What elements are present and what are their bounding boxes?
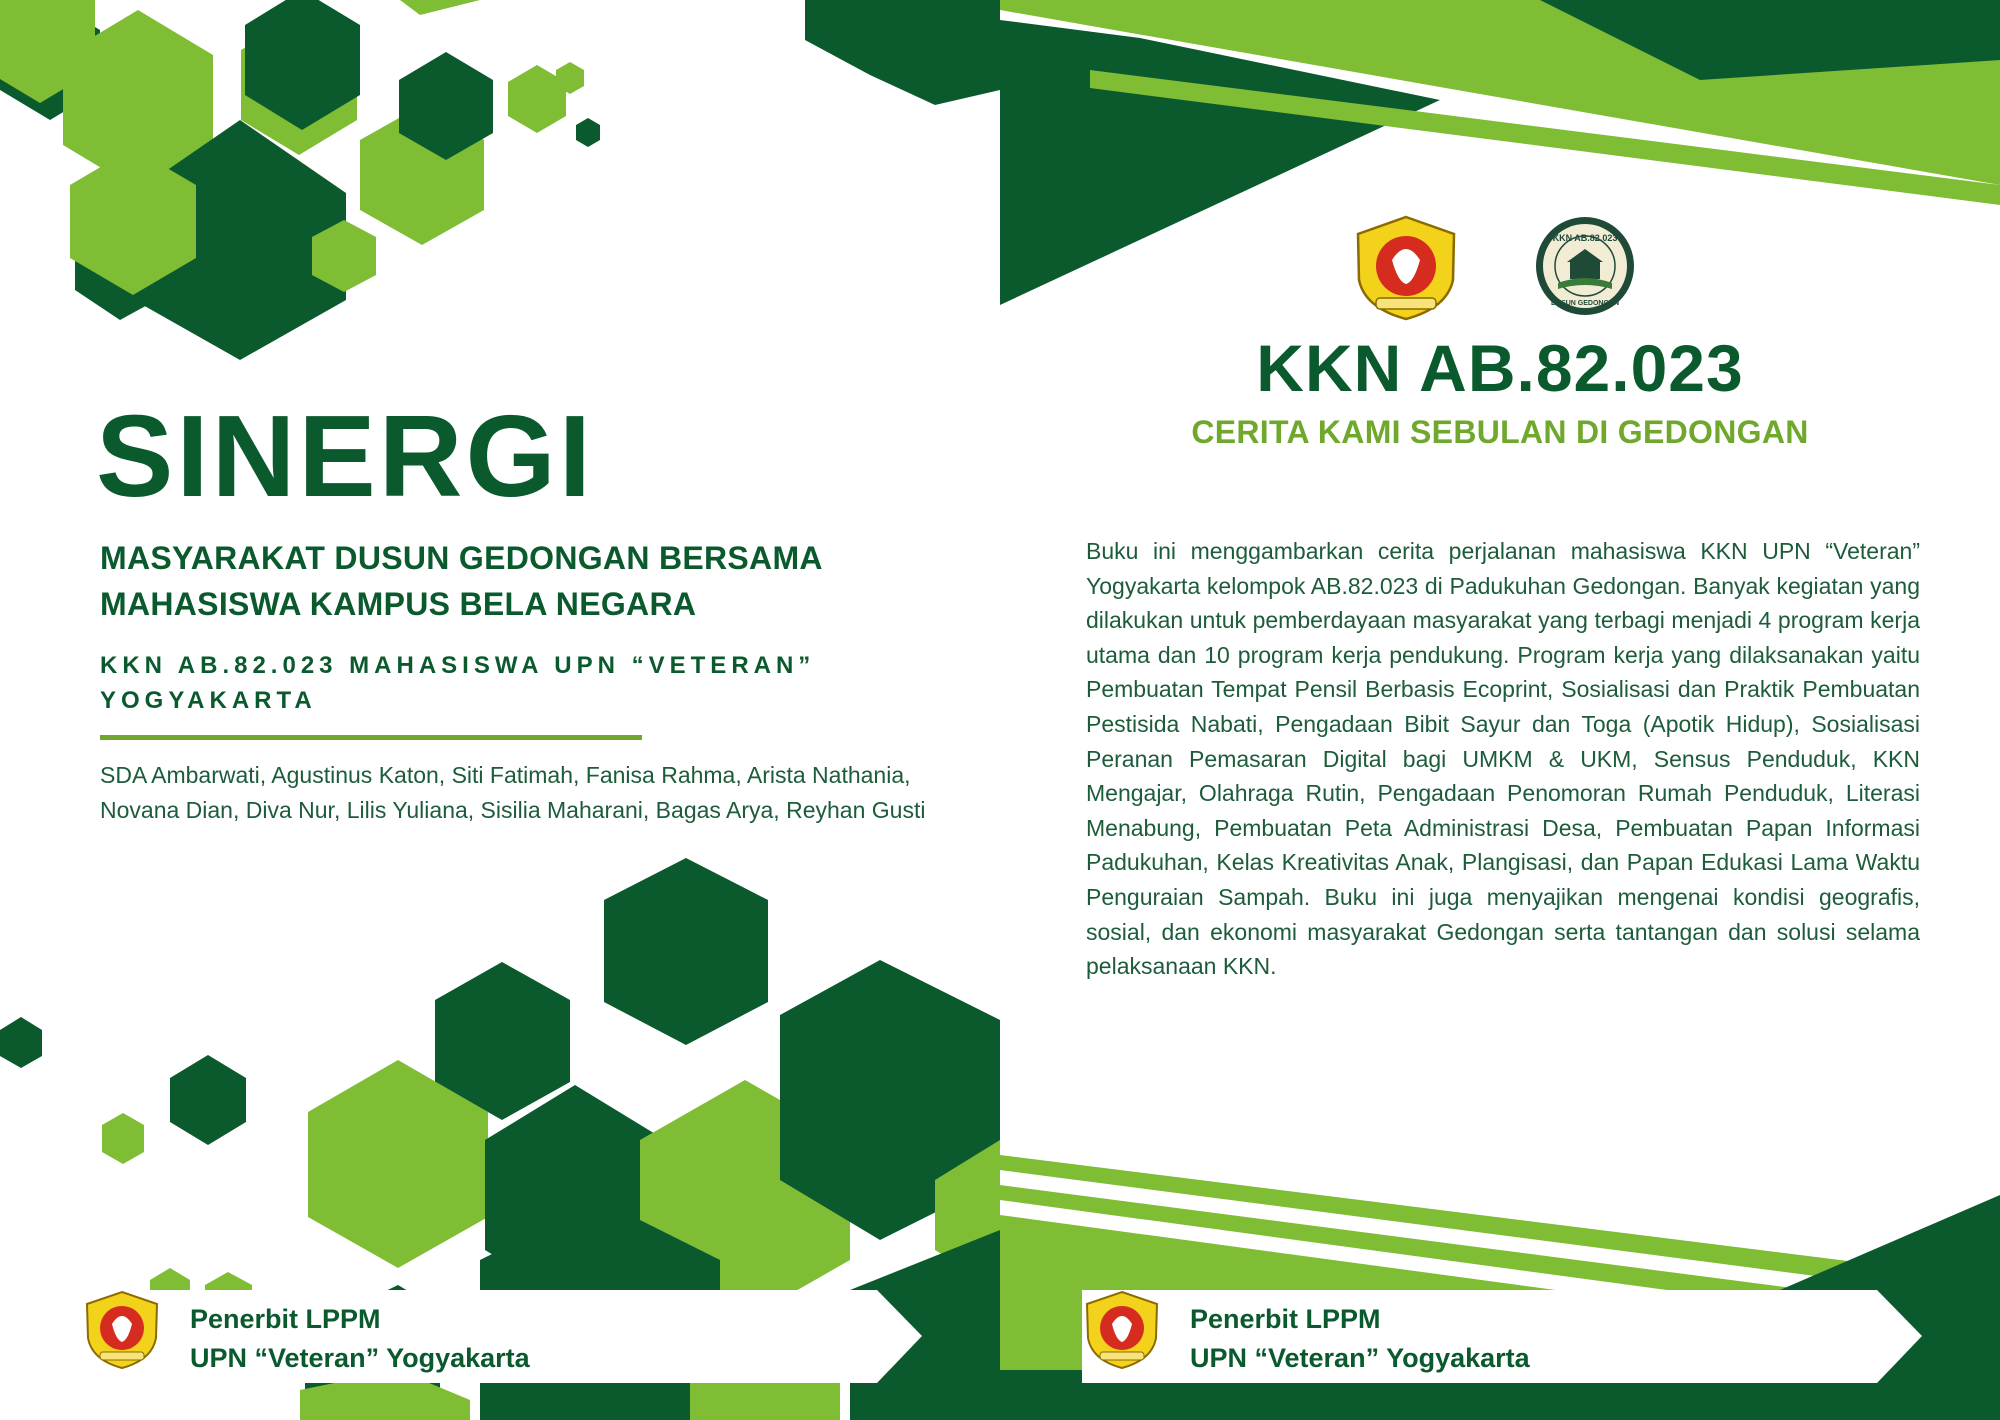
- book-subtitle: [100, 535, 920, 627]
- dusun-gedongan-seal-icon: [1534, 215, 1636, 317]
- publisher-name: [190, 1300, 530, 1378]
- back-cover: [1000, 0, 2000, 1420]
- publisher-banner: [82, 1290, 922, 1383]
- subtitle-line-2: MAHASISWA KAMPUS BELA NEGARA: [100, 586, 697, 622]
- book-blurb: Buku ini menggambarkan cerita perjalanan mahasiswa KKN UPN “Veteran” Yogyakarta kelompok AB.82.023 di Padukuhan Gedongan. Banyak kegiatan yang dilakukan untuk pemberdayaan masyarakat yang terbagi menjadi 4 program kerja utama dan 10 program kerja pendukung. Program kerja yang dilaksanakan yaitu Pembuatan Tempat Pensil Berbasis Ecoprint, Sosialisasi dan Praktik Pembuatan Pestisida Nabati, Pengadaan Bibit Sayur dan Toga (Apotik Hidup), Sosialisasi Peranan Pemasaran Digital bagi UMKM & UKM, Sensus Penduduk, KKN Mengajar, Olahraga Rutin, Pengadaan Penomoran Rumah Penduduk, Literasi Menabung, Pembuatan Peta Administrasi Desa, Pembuatan Papan Informasi Padukuhan, Kelas Kreativitas Anak, Plangisasi, dan Papan Edukasi Lama Waktu Penguraian Sampah. Buku ini juga menyajikan mengenai kondisi geografis, sosial, dan ekonomi masyarakat Gedongan serta tantangan dan solusi selama pelaksanaan KKN.: [1086, 538, 1920, 980]
- seal-top-text: KKN AB.82.023: [1552, 233, 1618, 243]
- subtitle-line-1: MASYARAKAT DUSUN GEDONGAN BERSAMA: [100, 540, 823, 576]
- publisher-line-1: Penerbit LPPM: [190, 1304, 381, 1334]
- publisher-banner: [1082, 1290, 1922, 1383]
- kkn-group-line: KKN AB.82.023 MAHASISWA UPN “VETERAN” YOGYAKARTA: [100, 652, 816, 714]
- publisher-line-1: Penerbit LPPM: [1190, 1304, 1381, 1334]
- seal-bottom-text: DUSUN GEDONGAN: [1550, 300, 1620, 307]
- upn-veteran-crest-icon: [1082, 1290, 1162, 1370]
- publisher-line-2: UPN “Veteran” Yogyakarta: [1190, 1343, 1530, 1373]
- publisher-line-2: UPN “Veteran” Yogyakarta: [190, 1343, 530, 1373]
- divider-line: [100, 735, 642, 740]
- back-subtitle: CERITA KAMI SEBULAN DI GEDONGAN: [1191, 414, 1809, 450]
- authors-list: SDA Ambarwati, Agustinus Katon, Siti Fatimah, Fanisa Rahma, Arista Nathania, Novana Dian, Diva Nur, Lilis Yuliana, Sisilia Maharani, Bagas Arya, Reyhan Gusti: [100, 762, 926, 823]
- back-title: KKN AB.82.023: [1256, 331, 1744, 405]
- upn-veteran-crest-icon: [1352, 214, 1460, 322]
- upn-veteran-crest-icon: [82, 1290, 162, 1370]
- book-title: SINERGI: [96, 391, 594, 521]
- publisher-name: [1190, 1300, 1530, 1378]
